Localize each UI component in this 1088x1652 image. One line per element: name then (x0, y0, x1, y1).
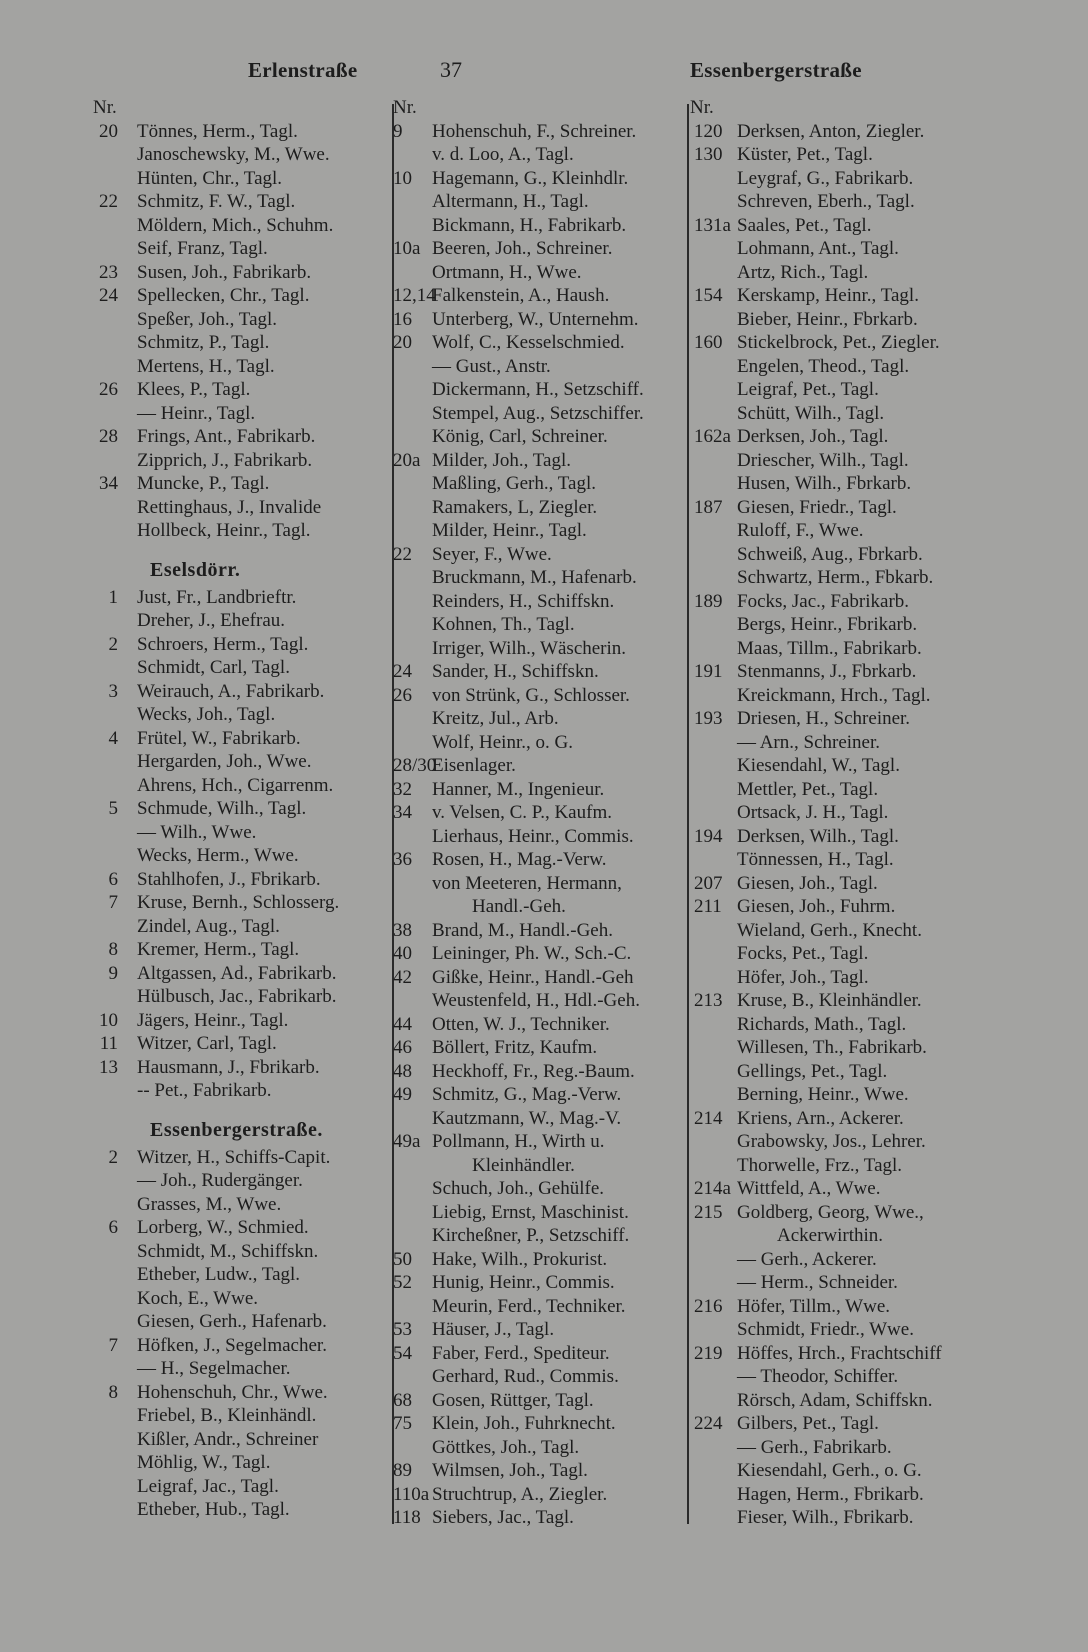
resident-text: Bergs, Heinr., Fbrikarb. (737, 614, 918, 635)
resident-text: Kreickmann, Hrch., Tagl. (737, 684, 931, 706)
house-number: 26 (99, 379, 118, 400)
resident-text: Etheber, Hub., Tagl. (137, 1499, 290, 1520)
house-number: 6 (108, 868, 118, 890)
resident-text: Giesen, Joh., Fuhrm. (737, 896, 896, 917)
resident-text: Mettler, Pet., Tagl. (737, 778, 879, 800)
running-head-right: Essenbergerstraße (690, 58, 862, 82)
resident-text: Koch, E., Wwe. (137, 1287, 259, 1309)
resident-text: Etheber, Ludw., Tagl. (137, 1264, 301, 1285)
resident-text: Tönnes, Herm., Tagl. (137, 120, 298, 142)
resident-text: Hohenschuh, Chr., Wwe. (137, 1381, 328, 1403)
resident-text: Altermann, H., Tagl. (432, 191, 589, 212)
resident-text: Kreitz, Jul., Arb. (432, 708, 559, 729)
resident-text: Handl.-Geh. (472, 896, 566, 917)
resident-text: Ramakers, L, Ziegler. (432, 496, 598, 518)
resident-text: Weirauch, A., Fabrikarb. (137, 680, 325, 702)
resident-text: Siebers, Jac., Tagl. (432, 1507, 574, 1528)
section-heading-text: Eselsdörr. (150, 558, 241, 581)
resident-text: Höffes, Hrch., Frachtschiff (737, 1342, 942, 1364)
resident-text: Witzer, Carl, Tagl. (137, 1033, 277, 1054)
resident-text: Klein, Joh., Fuhrknecht. (432, 1413, 616, 1434)
resident-text: Artz, Rich., Tagl. (737, 261, 869, 283)
resident-text: Driesen, H., Schreiner. (737, 708, 911, 729)
resident-text: Kircheßner, P., Setzschiff. (432, 1225, 630, 1246)
house-number: 34 (99, 473, 118, 494)
resident-text: Kruse, B., Kleinhändler. (737, 990, 922, 1011)
house-number: 219 (694, 1342, 723, 1364)
resident-text: Wecks, Herm., Wwe. (137, 845, 299, 866)
house-number: 214a (694, 1178, 731, 1199)
number-column-label: Nr. (93, 97, 117, 118)
resident-text: Wolf, Heinr., o. G. (432, 731, 573, 753)
house-number: 7 (108, 1334, 118, 1356)
resident-text: Kautzmann, W., Mag.-V. (432, 1107, 622, 1129)
resident-text: Kohnen, Th., Tagl. (432, 614, 575, 635)
resident-text: Kiesendahl, W., Tagl. (737, 755, 900, 776)
resident-text: Höfken, J., Segelmacher. (137, 1334, 327, 1356)
resident-text: Seif, Franz, Tagl. (137, 238, 268, 259)
resident-text: — Gerh., Ackerer. (737, 1248, 877, 1270)
resident-text: Janoschewsky, M., Wwe. (137, 144, 330, 165)
house-number: 22 (393, 543, 412, 565)
resident-text: Maßling, Gerh., Tagl. (432, 473, 597, 494)
house-number: 49a (393, 1131, 421, 1152)
resident-text: Hünten, Chr., Tagl. (137, 167, 283, 189)
resident-text: Hollbeck, Heinr., Tagl. (137, 520, 311, 541)
resident-text: Milder, Heinr., Tagl. (432, 520, 587, 541)
resident-text: Dreher, J., Ehefrau. (137, 610, 286, 631)
resident-text: Frütel, W., Fabrikarb. (137, 727, 301, 749)
resident-text: Just, Fr., Landbrieftr. (137, 586, 297, 608)
house-number: 213 (694, 990, 723, 1011)
resident-text: Berning, Heinr., Wwe. (737, 1084, 909, 1105)
running-head-left: Erlenstraße (248, 58, 358, 82)
resident-text: Möhlig, W., Tagl. (137, 1452, 271, 1473)
house-number: 20 (393, 332, 412, 353)
resident-text: Engelen, Theod., Tagl. (737, 355, 910, 377)
resident-text: Kriens, Arn., Ackerer. (737, 1107, 904, 1129)
house-number: 191 (694, 661, 723, 682)
resident-text: Irriger, Wilh., Wäscherin. (432, 637, 627, 659)
resident-text: Giesen, Joh., Tagl. (737, 872, 878, 894)
house-number: 2 (108, 1146, 118, 1168)
house-number: 120 (694, 120, 723, 142)
resident-text: Focks, Jac., Fabrikarb. (737, 590, 910, 612)
resident-text: Brand, M., Handl.-Geh. (432, 919, 613, 941)
house-number: 38 (393, 919, 412, 941)
resident-text: Lierhaus, Heinr., Commis. (432, 825, 634, 847)
resident-text: — H., Segelmacher. (137, 1358, 291, 1379)
resident-text: Wilmsen, Joh., Tagl. (432, 1460, 588, 1481)
resident-text: Kruse, Bernh., Schlosserg. (137, 892, 340, 913)
resident-text: Wieland, Gerh., Knecht. (737, 919, 922, 941)
resident-text: Bruckmann, M., Hafenarb. (432, 567, 637, 588)
house-number: 7 (108, 892, 118, 913)
resident-text: Hagen, Herm., Fbrikarb. (737, 1483, 924, 1505)
resident-text: Schmidt, Friedr., Wwe. (737, 1319, 914, 1340)
house-number: 13 (99, 1056, 118, 1078)
house-number: 189 (694, 590, 723, 612)
house-number: 16 (393, 308, 412, 330)
section-heading-text: Essenbergerstraße. (150, 1118, 323, 1141)
resident-text: Grabowsky, Jos., Lehrer. (737, 1131, 926, 1152)
resident-text: Hunig, Heinr., Commis. (432, 1272, 615, 1293)
column-header-row (0, 96, 714, 120)
house-number: 28/30 (393, 755, 437, 776)
resident-text: von Meeteren, Hermann, (432, 872, 622, 894)
house-number: 10 (393, 167, 412, 189)
house-number: 9 (393, 120, 403, 142)
house-number: 9 (108, 962, 118, 984)
house-number: 131a (694, 214, 731, 236)
resident-text: Maas, Tillm., Fabrikarb. (737, 637, 922, 659)
resident-text: Goldberg, Georg, Wwe., (737, 1201, 924, 1223)
resident-text: Meurin, Ferd., Techniker. (432, 1295, 626, 1317)
resident-text: v. Velsen, C. P., Kaufm. (432, 802, 612, 823)
resident-text: Gilbers, Pet., Tagl. (737, 1413, 879, 1434)
house-number: 118 (393, 1507, 421, 1528)
house-number: 4 (108, 727, 118, 749)
house-number: 20 (99, 120, 118, 142)
resident-text: Liebig, Ernst, Maschinist. (432, 1201, 629, 1223)
resident-text: Schmitz, P., Tagl. (137, 332, 270, 353)
house-number: 154 (694, 285, 723, 306)
resident-text: Schreven, Eberh., Tagl. (737, 191, 915, 212)
house-number: 3 (108, 680, 118, 702)
resident-text: Dickermann, H., Setzschiff. (432, 379, 644, 400)
resident-text: Grasses, M., Wwe. (137, 1193, 282, 1215)
resident-text: Gißke, Heinr., Handl.-Geh (432, 966, 634, 988)
resident-text: Ortmann, H., Wwe. (432, 261, 582, 283)
resident-text: Ortsack, J. H., Tagl. (737, 802, 889, 823)
house-number: 42 (393, 966, 412, 988)
house-number: 130 (694, 144, 723, 165)
house-number: 8 (108, 939, 118, 960)
house-number: 211 (694, 896, 722, 917)
resident-text: Tönnessen, H., Tagl. (737, 849, 894, 870)
house-number: 194 (694, 825, 723, 847)
resident-text: Lohmann, Ant., Tagl. (737, 238, 899, 259)
number-column-label: Nr. (393, 97, 417, 118)
resident-text: Lorberg, W., Schmied. (137, 1217, 309, 1238)
resident-text: Schweiß, Aug., Fbrkarb. (737, 543, 923, 565)
resident-text: Göttkes, Joh., Tagl. (432, 1436, 580, 1458)
resident-text: Driescher, Wilh., Tagl. (737, 449, 909, 471)
resident-text: Beeren, Joh., Schreiner. (432, 238, 613, 259)
house-number: 22 (99, 191, 118, 212)
resident-text: Stahlhofen, J., Fbrikarb. (137, 868, 321, 890)
resident-text: — Wilh., Wwe. (137, 821, 257, 843)
resident-text: Schmude, Wilh., Tagl. (137, 798, 307, 819)
resident-text: Jägers, Heinr., Tagl. (137, 1009, 289, 1031)
resident-text: Leigraf, Pet., Tagl. (737, 379, 879, 400)
resident-text: Höfer, Tillm., Wwe. (737, 1295, 891, 1317)
resident-text: Kremer, Herm., Tagl. (137, 939, 300, 960)
resident-text: Wolf, C., Kesselschmied. (432, 332, 625, 353)
resident-text: Eisenlager. (432, 755, 516, 776)
resident-text: Zindel, Aug., Tagl. (137, 915, 280, 937)
house-number: 1 (108, 586, 118, 608)
resident-text: Gosen, Rüttger, Tagl. (432, 1389, 594, 1411)
resident-text: Bieber, Heinr., Fbrkarb. (737, 308, 918, 330)
house-number: 214 (694, 1107, 723, 1129)
resident-text: Friebel, B., Kleinhändl. (137, 1405, 317, 1426)
house-number: 6 (108, 1217, 118, 1238)
resident-text: Schwartz, Herm., Fbkarb. (737, 567, 934, 588)
resident-text: Kerskamp, Heinr., Tagl. (737, 285, 919, 306)
house-number: 24 (393, 661, 412, 682)
resident-text: Schmitz, G., Mag.-Verw. (432, 1084, 622, 1105)
house-number: 160 (694, 332, 723, 353)
resident-text: Schmidt, Carl, Tagl. (137, 657, 290, 678)
resident-text: Ahrens, Hch., Cigarrenm. (137, 774, 334, 796)
resident-text: — Herm., Schneider. (737, 1272, 898, 1293)
house-number: 216 (694, 1295, 723, 1317)
resident-text: König, Carl, Schreiner. (432, 426, 608, 447)
resident-text: Schroers, Herm., Tagl. (137, 633, 309, 655)
resident-text: Faber, Ferd., Spediteur. (432, 1342, 610, 1364)
resident-text: Kleinhändler. (472, 1154, 575, 1176)
resident-text: Derksen, Joh., Tagl. (737, 426, 889, 447)
resident-text: Thorwelle, Frz., Tagl. (737, 1154, 903, 1176)
resident-text: Rörsch, Adam, Schiffskn. (737, 1389, 933, 1411)
resident-text: Leininger, Ph. W., Sch.-C. (432, 943, 632, 964)
house-number: 215 (694, 1201, 723, 1223)
house-number: 53 (393, 1319, 412, 1340)
house-number: 49 (393, 1084, 412, 1105)
resident-text: Schmitz, F. W., Tagl. (137, 191, 296, 212)
resident-text: Rettinghaus, J., Invalide (137, 496, 322, 518)
house-number: 10a (393, 238, 421, 259)
resident-text: Speßer, Joh., Tagl. (137, 308, 278, 330)
resident-text: Schuch, Joh., Gehülfe. (432, 1178, 605, 1199)
resident-text: Muncke, P., Tagl. (137, 473, 270, 494)
resident-text: -- Pet., Fabrikarb. (137, 1080, 272, 1101)
resident-text: Derksen, Anton, Ziegler. (737, 120, 925, 142)
house-number: 46 (393, 1037, 412, 1058)
house-number: 44 (393, 1013, 412, 1035)
resident-text: Hake, Wilh., Prokurist. (432, 1248, 608, 1270)
resident-text: Zipprich, J., Fabrikarb. (137, 449, 313, 471)
resident-text: Hergarden, Joh., Wwe. (137, 751, 312, 772)
resident-text: Hanner, M., Ingenieur. (432, 778, 605, 800)
resident-text: Frings, Ant., Fabrikarb. (137, 426, 316, 447)
resident-text: Giesen, Gerh., Hafenarb. (137, 1311, 327, 1332)
resident-text: Focks, Pet., Tagl. (737, 943, 869, 964)
house-number: 68 (393, 1389, 412, 1411)
resident-text: Hohenschuh, F., Schreiner. (432, 120, 637, 142)
resident-text: Pollmann, H., Wirth u. (432, 1131, 605, 1152)
house-number: 26 (393, 684, 412, 706)
house-number: 207 (694, 872, 723, 894)
house-number: 11 (99, 1033, 118, 1054)
resident-text: Klees, P., Tagl. (137, 379, 251, 400)
resident-text: Stenmanns, J., Fbrkarb. (737, 661, 917, 682)
resident-text: Gellings, Pet., Tagl. (737, 1060, 888, 1082)
resident-text: Milder, Joh., Tagl. (432, 449, 571, 471)
resident-text: Möldern, Mich., Schuhm. (137, 214, 334, 236)
resident-text: Ruloff, F., Wwe. (737, 520, 864, 541)
page-number: 37 (440, 57, 462, 82)
resident-text: — Gust., Anstr. (432, 355, 551, 377)
resident-text: Höfer, Joh., Tagl. (737, 966, 869, 988)
column-divider (687, 104, 689, 1524)
resident-text: Seyer, F., Wwe. (432, 543, 552, 565)
resident-text: Falkenstein, A., Haush. (432, 285, 610, 306)
resident-text: von Strünk, G., Schlosser. (432, 684, 630, 706)
house-number: 10 (99, 1009, 118, 1031)
house-number: 28 (99, 426, 118, 447)
resident-text: Susen, Joh., Fabrikarb. (137, 261, 312, 283)
house-number: 2 (108, 633, 118, 655)
resident-text: Hagemann, G., Kleinhdlr. (432, 167, 629, 189)
house-number: 20a (393, 449, 421, 471)
resident-text: Derksen, Wilh., Tagl. (737, 825, 899, 847)
house-number: 23 (99, 261, 118, 283)
resident-text: Bickmann, H., Fabrikarb. (432, 214, 627, 236)
house-number: 24 (99, 285, 118, 306)
house-number: 187 (694, 496, 723, 518)
resident-text: Reinders, H., Schiffskn. (432, 590, 615, 612)
house-number: 50 (393, 1248, 412, 1270)
resident-text: Stempel, Aug., Setzschiffer. (432, 402, 644, 424)
resident-text: Heckhoff, Fr., Reg.-Baum. (432, 1060, 635, 1082)
resident-text: Weustenfeld, H., Hdl.-Geh. (432, 990, 640, 1011)
house-number: 224 (694, 1413, 723, 1434)
resident-text: Spellecken, Chr., Tagl. (137, 285, 310, 306)
resident-text: Unterberg, W., Unternehm. (432, 308, 639, 330)
resident-text: — Theodor, Schiffer. (737, 1366, 899, 1387)
resident-text: Willesen, Th., Fabrikarb. (737, 1037, 927, 1058)
resident-text: Böllert, Fritz, Kaufm. (432, 1037, 598, 1058)
resident-text: Wittfeld, A., Wwe. (737, 1178, 881, 1199)
house-number: 52 (393, 1272, 412, 1293)
house-number: 8 (108, 1381, 118, 1403)
resident-text: Altgassen, Ad., Fabrikarb. (137, 962, 337, 984)
resident-text: Hülbusch, Jac., Fabrikarb. (137, 986, 337, 1007)
house-number: 36 (393, 849, 412, 870)
resident-text: Küster, Pet., Tagl. (737, 144, 873, 165)
resident-text: Giesen, Friedr., Tagl. (737, 496, 897, 518)
house-number: 12,14 (393, 285, 436, 306)
resident-text: — Gerh., Fabrikarb. (737, 1436, 892, 1458)
house-number: 110a (393, 1483, 430, 1505)
resident-text: Leygraf, G., Fabrikarb. (737, 167, 914, 189)
house-number: 5 (108, 798, 118, 819)
house-number: 54 (393, 1342, 412, 1364)
resident-text: Rosen, H., Mag.-Verw. (432, 849, 607, 870)
resident-text: Stickelbrock, Pet., Ziegler. (737, 332, 940, 353)
resident-text: Schmidt, M., Schiffskn. (137, 1240, 319, 1262)
resident-text: v. d. Loo, A., Tagl. (432, 144, 574, 165)
house-number: 75 (393, 1413, 412, 1434)
house-number: 89 (393, 1460, 412, 1481)
resident-text: Kiesendahl, Gerh., o. G. (737, 1460, 922, 1481)
resident-text: — Joh., Rudergänger. (137, 1170, 303, 1191)
house-number: 40 (393, 943, 412, 964)
resident-text: — Heinr., Tagl. (137, 402, 256, 424)
resident-text: Häuser, J., Tagl. (432, 1319, 555, 1340)
resident-text: Kißler, Andr., Schreiner (137, 1428, 319, 1450)
resident-text: Wecks, Joh., Tagl. (137, 704, 276, 725)
resident-text: Hausmann, J., Fbrikarb. (137, 1056, 320, 1078)
house-number: 34 (393, 802, 412, 823)
resident-text: Saales, Pet., Tagl. (737, 214, 872, 236)
resident-text: Otten, W. J., Techniker. (432, 1013, 610, 1035)
house-number: 48 (393, 1060, 412, 1082)
resident-text: Gerhard, Rud., Commis. (432, 1366, 619, 1387)
house-number: 193 (694, 708, 723, 729)
house-number: 162a (694, 426, 731, 447)
resident-text: Mertens, H., Tagl. (137, 355, 275, 377)
resident-text: Ackerwirthin. (777, 1225, 884, 1246)
resident-text: Sander, H., Schiffskn. (432, 661, 599, 682)
resident-text: Schütt, Wilh., Tagl. (737, 402, 885, 424)
resident-text: — Arn., Schreiner. (737, 731, 881, 753)
resident-text: Leigraf, Jac., Tagl. (137, 1475, 279, 1497)
resident-text: Struchtrup, A., Ziegler. (432, 1483, 608, 1505)
resident-text: Witzer, H., Schiffs-Capit. (137, 1146, 331, 1168)
house-number: 32 (393, 778, 412, 800)
resident-text: Fieser, Wilh., Fbrikarb. (737, 1507, 914, 1528)
resident-text: Richards, Math., Tagl. (737, 1013, 907, 1035)
number-column-label: Nr. (690, 97, 714, 118)
resident-text: Husen, Wilh., Fbrkarb. (737, 473, 912, 494)
